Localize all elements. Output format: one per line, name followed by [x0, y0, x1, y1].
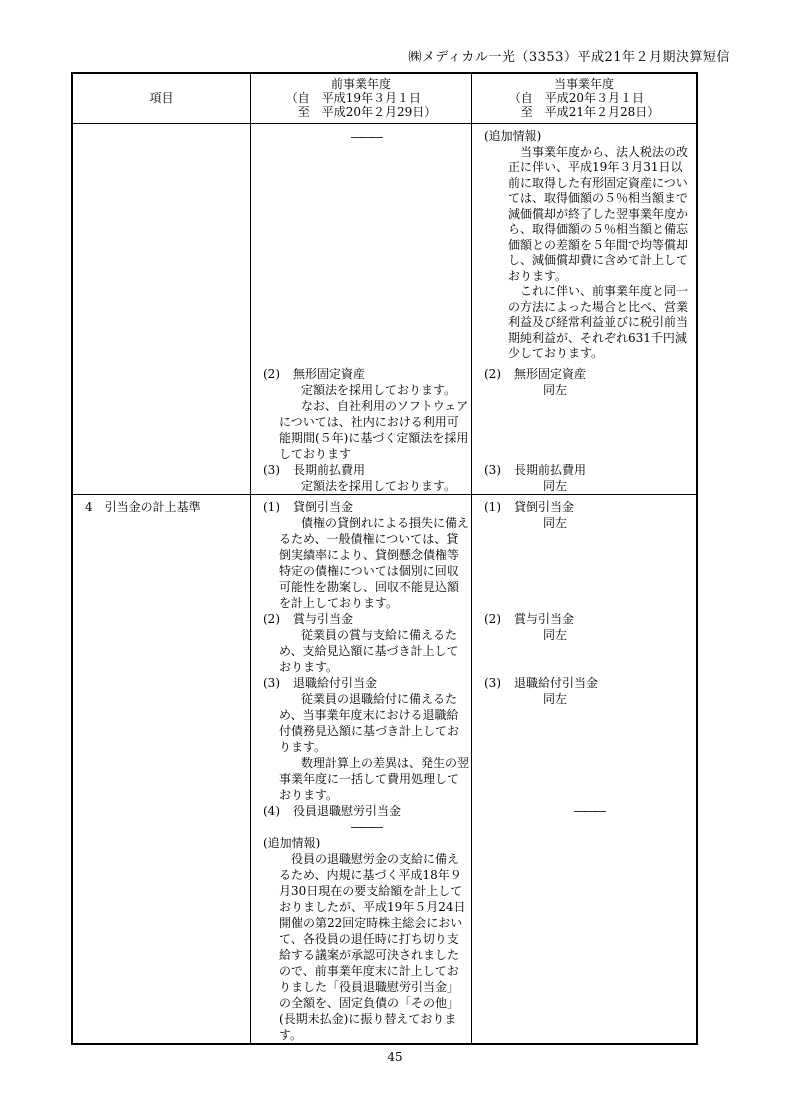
item-number: (2)	[263, 612, 280, 626]
curr-year-dates	[509, 91, 660, 119]
item-number: (2)	[484, 367, 501, 381]
header-cell-prev-year	[250, 74, 471, 124]
item-number: (4)	[263, 804, 280, 818]
item-heading	[263, 803, 469, 819]
item-title: 役員退職慰労引当金	[293, 804, 402, 818]
item-heading	[263, 462, 469, 478]
item-number: (2)	[484, 612, 501, 626]
same-as-left: 同左	[543, 628, 568, 642]
item-title: 貸倒引当金	[514, 500, 575, 514]
item-heading	[263, 611, 469, 627]
item-body	[279, 691, 469, 803]
header-cell-curr-year	[471, 74, 696, 124]
item-paragraph: 定額法を採用しております。	[301, 383, 457, 397]
item-title: 賞与引当金	[293, 612, 354, 626]
item-paragraph: 従業員の賞与支給に備えるため、支給見込額に基づき計上しております。	[279, 628, 459, 674]
note-paragraph: 当事業年度から、法人税法の改正に伴い、平成19年３月31日以前に取得した有形固定資産については、取得価額の５％相当額まで減価償却が終了した翌事業年度から、取得価額の５％相当額と備忘価額との差額を５年間で均等償却し、減価償却費に含めて計上しております。	[508, 144, 689, 283]
item-title: 退職給付引当金	[514, 676, 599, 690]
item-number: (2)	[263, 367, 280, 381]
item-paragraph: 数理計算上の差異は、発生の翌事業年度に一括して費用処理しております。	[279, 756, 470, 802]
header-item-label: 項目	[149, 91, 174, 105]
cell-officers-retirement-prev	[250, 803, 471, 1043]
note-paragraph: これに伴い、前事業年度と同一の方法によった場合と比べ、営業利益及び経常利益並びに税引前当期純利益が、それぞれ631千円減少しております。	[508, 284, 689, 360]
same-as-left: 同左	[543, 516, 568, 530]
header-cell-item	[73, 74, 250, 124]
cell-retirement-prev	[250, 675, 471, 803]
cell-prepaid-prev	[250, 462, 471, 494]
cell-empty	[73, 675, 250, 803]
cell-depreciation-curr-note	[471, 124, 696, 366]
additional-info-body	[508, 145, 694, 362]
item-body	[279, 515, 469, 611]
item-title: 長期前払費用	[293, 463, 366, 477]
no-entry-dash: ―――	[351, 820, 381, 834]
same-as-left: 同左	[543, 692, 568, 706]
cell-doubtful-curr	[471, 494, 696, 611]
same-as-left: 同左	[543, 383, 568, 397]
item-body	[279, 627, 469, 675]
item-title: 長期前払費用	[514, 463, 587, 477]
item-heading	[263, 675, 469, 691]
item-number: (1)	[484, 500, 501, 514]
cell-empty	[73, 803, 250, 1043]
item-heading	[484, 675, 694, 691]
cell-bonus-curr	[471, 611, 696, 675]
item-title: 賞与引当金	[514, 612, 575, 626]
item-title: 無形固定資産	[514, 367, 587, 381]
no-entry-dash: ―――	[351, 130, 381, 144]
cell-officers-retirement-curr	[471, 803, 696, 1043]
prev-year-dates	[286, 91, 437, 119]
item-heading	[263, 366, 469, 382]
prev-year-to: 至 平成20年２月29日）	[285, 105, 437, 119]
cell-depreciation-prev-top	[250, 124, 471, 366]
item-title: 退職給付引当金	[293, 676, 378, 690]
cell-intangible-curr	[471, 366, 696, 462]
item-number: (3)	[484, 463, 501, 477]
cell-intangible-prev	[250, 366, 471, 462]
prev-year-from: （自 平成19年３月１日	[285, 91, 421, 105]
item-body	[279, 478, 469, 494]
item-heading	[484, 499, 694, 515]
cell-allowance-item	[73, 494, 250, 611]
item-paragraph: 債権の貸倒れによる損失に備えるため、一般債権については、貸倒実績率により、貸倒懸念債権等特定の債権については個別に回収可能性を勘案し、回収不能見込額を計上しております。	[279, 516, 470, 610]
additional-info-heading: (追加情報)	[484, 129, 542, 143]
cell-empty	[73, 462, 250, 494]
accounting-policy-table	[71, 72, 698, 1045]
item-number: (3)	[484, 676, 501, 690]
item-heading	[263, 499, 469, 515]
no-entry-dash: ―――	[574, 804, 604, 818]
item-paragraph: なお、自社利用のソフトウェアについては、社内における利用可能期間(５年)に基づく定額法を採用しております	[279, 399, 469, 461]
item-heading	[484, 462, 694, 478]
cell-depreciation-item	[73, 124, 250, 366]
cell-prepaid-curr	[471, 462, 696, 494]
prev-year-title: 前事業年度	[330, 77, 391, 91]
additional-info-body	[279, 851, 469, 1043]
item-number: (3)	[263, 676, 280, 690]
item-body	[279, 382, 469, 462]
item-paragraph: 従業員の退職給付に備えるため、当事業年度末における退職給付債務見込額に基づき計上しております。	[279, 692, 460, 754]
item-paragraph: 定額法を採用しております。	[301, 479, 457, 493]
item-heading	[484, 611, 694, 627]
page-number: 45	[387, 1050, 403, 1064]
cell-doubtful-prev	[250, 494, 471, 611]
item-number: (1)	[263, 500, 280, 514]
item-number: (3)	[263, 463, 280, 477]
cell-retirement-curr	[471, 675, 696, 803]
section-title: 4 引当金の計上基準	[85, 500, 201, 514]
cell-empty	[73, 366, 250, 462]
item-title: 貸倒引当金	[293, 500, 354, 514]
note-paragraph: 役員の退職慰労金の支給に備えるため、内規に基づく平成18年９月30日現在の要支給額を計上しておりましたが、平成19年５月24日開催の第22回定時株主総会において、各役員の退任時に打ち切り支給する議案が承認可決されましたので、前事業年度末に計上しておりました「役員退職慰労引当金」の全額を、固定負債の「その他」(長期未払金)に振り替えております。	[279, 852, 466, 1042]
document-header-title: ㈱メディカル一光（3353）平成21年２月期決算短信	[408, 50, 730, 65]
same-as-left: 同左	[543, 479, 568, 493]
cell-empty	[73, 611, 250, 675]
additional-info-heading: (追加情報)	[263, 836, 321, 850]
cell-bonus-prev	[250, 611, 471, 675]
curr-year-to: 至 平成21年２月28日）	[508, 105, 660, 119]
item-heading	[484, 366, 694, 382]
curr-year-from: （自 平成20年３月１日	[508, 91, 644, 105]
item-title: 無形固定資産	[293, 367, 366, 381]
curr-year-title: 当事業年度	[553, 77, 614, 91]
